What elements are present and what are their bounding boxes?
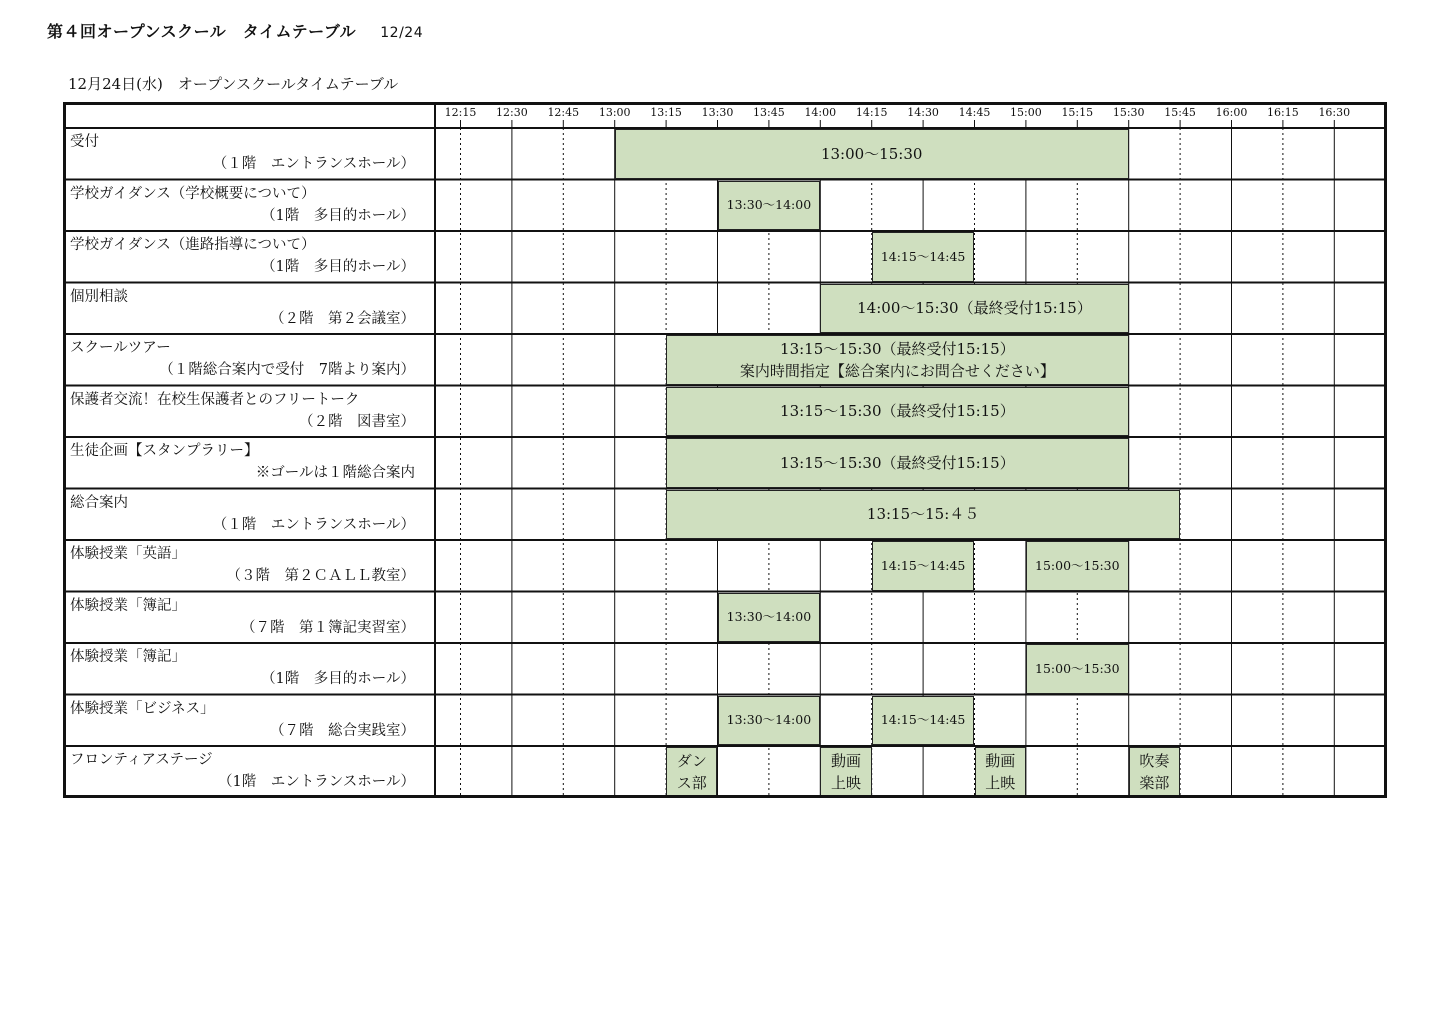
bar-text: 14:15〜14:45 bbox=[880, 248, 966, 264]
schedule-bar bbox=[718, 181, 821, 231]
time-label: 16:30 bbox=[1318, 106, 1351, 119]
bar-text: 13:00〜15:30 bbox=[820, 144, 923, 163]
schedule-bar bbox=[872, 232, 975, 282]
bar-text-line2: ス部 bbox=[676, 773, 707, 792]
row-label-location: （1階 多目的ホール） bbox=[261, 671, 415, 687]
timetable-subtitle: 12月24日(水) オープンスクールタイムテーブル bbox=[68, 75, 399, 93]
time-label: 14:30 bbox=[907, 106, 939, 119]
row-label-title: 体験授業「ビジネス」 bbox=[70, 700, 215, 717]
schedule-bar bbox=[1026, 541, 1129, 591]
time-label: 13:45 bbox=[753, 106, 785, 119]
time-label: 15:15 bbox=[1061, 106, 1094, 119]
schedule-bar bbox=[718, 696, 821, 746]
bar-text: 13:30〜14:00 bbox=[726, 197, 812, 213]
time-label: 14:15 bbox=[855, 106, 888, 119]
schedule-bar bbox=[872, 696, 975, 746]
bar-text: 13:15〜15:30（最終受付15:15） bbox=[780, 402, 1015, 421]
row-label bbox=[70, 646, 430, 690]
row-label-location: （７階 総合実践室） bbox=[270, 722, 415, 739]
stage-slot bbox=[820, 747, 871, 797]
bar-text: 13:15〜15:４５ bbox=[866, 505, 980, 524]
row-label-location: （1階 多目的ホール） bbox=[261, 259, 415, 275]
stage-slot bbox=[1129, 747, 1180, 797]
schedule-bar bbox=[666, 438, 1129, 488]
row-label-location: ※ゴールは１階総合案内 bbox=[255, 465, 415, 481]
bar-text: 13:30〜14:00 bbox=[726, 712, 812, 728]
row-label-location: （1階 エントランスホール） bbox=[218, 774, 415, 790]
bar-text: 14:00〜15:30（最終受付15:15） bbox=[857, 299, 1092, 318]
bar-text: 動画 bbox=[985, 751, 1016, 770]
document-title-bar bbox=[47, 19, 423, 42]
row-label-title: 受付 bbox=[70, 134, 99, 150]
schedule-bar bbox=[1026, 644, 1129, 694]
row-label-title: 個別相談 bbox=[70, 288, 128, 305]
schedule-bar bbox=[872, 541, 975, 591]
row-label-location: （７階 第１簿記実習室） bbox=[241, 619, 415, 636]
row-label bbox=[70, 440, 430, 484]
row-label-title: 学校ガイダンス（進路指導について） bbox=[70, 237, 316, 253]
bar-text: 吹奏 bbox=[1139, 751, 1170, 770]
bar-text: 13:15〜15:30（最終受付15:15） bbox=[780, 453, 1015, 472]
row-label bbox=[70, 234, 430, 278]
bar-text-line2: 上映 bbox=[985, 773, 1016, 792]
document-title: 第４回オープンスクール タイムテーブル bbox=[47, 22, 357, 41]
schedule-bar bbox=[615, 129, 1129, 179]
row-label-location: （1階 多目的ホール） bbox=[261, 207, 415, 224]
bar-text-line2: 楽部 bbox=[1139, 773, 1170, 792]
row-label-title: 保護者交流！在校生保護者とのフリートーク bbox=[70, 391, 360, 408]
row-label bbox=[70, 492, 430, 536]
schedule-bar bbox=[666, 387, 1129, 437]
row-label-title: スクールツアー bbox=[70, 340, 171, 356]
time-label: 14:00 bbox=[804, 106, 837, 119]
time-label: 13:00 bbox=[598, 106, 631, 119]
bar-text: 13:15〜15:30（最終受付15:15） bbox=[780, 339, 1015, 358]
time-label: 16:15 bbox=[1267, 106, 1299, 119]
row-label bbox=[70, 698, 430, 742]
row-label bbox=[70, 543, 430, 587]
row-label-title: 体験授業「簿記」 bbox=[70, 597, 186, 614]
schedule-bar bbox=[718, 593, 821, 643]
row-label-title: 生徒企画【スタンプラリー】 bbox=[70, 443, 259, 459]
bar-text-line2: 上映 bbox=[830, 773, 861, 792]
time-label: 15:00 bbox=[1010, 106, 1042, 119]
row-label-title: 体験授業「簿記」 bbox=[70, 649, 186, 665]
time-label: 13:30 bbox=[701, 106, 734, 119]
row-label-location: （１階総合案内で受付 7階より案内） bbox=[159, 362, 415, 378]
row-label bbox=[70, 131, 430, 175]
time-label: 14:45 bbox=[958, 106, 991, 119]
row-label bbox=[70, 749, 430, 793]
row-label-title: 総合案内 bbox=[70, 494, 128, 511]
row-label-title: 体験授業「英語」 bbox=[70, 546, 186, 562]
bar-text-line2: 案内時間指定【総合案内にお問合せください】 bbox=[739, 361, 1055, 380]
time-label: 15:30 bbox=[1112, 106, 1145, 119]
schedule-bar bbox=[666, 335, 1129, 385]
time-label: 12:15 bbox=[444, 106, 477, 119]
row-label-location: （２階 図書室） bbox=[299, 413, 415, 430]
bar-text: ダン bbox=[676, 751, 707, 770]
row-label-location: （１階 エントランスホール） bbox=[212, 516, 415, 533]
row-label bbox=[70, 286, 430, 330]
schedule-bar bbox=[666, 490, 1180, 540]
bar-text: 15:00〜15:30 bbox=[1035, 557, 1120, 573]
row-label-location: （３階 第２ＣＡＬＬ教室） bbox=[226, 568, 415, 584]
row-label-location: （２階 第２会議室） bbox=[270, 310, 415, 327]
time-label: 13:15 bbox=[650, 106, 682, 119]
document-date: 12/24 bbox=[380, 25, 424, 41]
time-label: 15:45 bbox=[1164, 106, 1196, 119]
row-label-title: フロンティアステージ bbox=[70, 752, 213, 768]
time-label: 12:45 bbox=[547, 106, 580, 119]
stage-slot bbox=[666, 747, 717, 797]
row-label bbox=[70, 595, 430, 639]
row-label bbox=[70, 389, 430, 433]
time-label: 12:30 bbox=[496, 106, 528, 119]
bar-text: 13:30〜14:00 bbox=[726, 609, 812, 625]
bar-text: 15:00〜15:30 bbox=[1035, 660, 1120, 676]
bar-text: 14:15〜14:45 bbox=[880, 712, 966, 728]
bar-text: 動画 bbox=[830, 751, 861, 770]
row-label bbox=[70, 337, 430, 381]
row-label bbox=[70, 183, 430, 227]
time-label: 16:00 bbox=[1215, 106, 1248, 119]
schedule-bar bbox=[820, 284, 1128, 334]
row-label-title: 学校ガイダンス（学校概要について） bbox=[70, 185, 316, 202]
row-label-location: （１階 エントランスホール） bbox=[212, 156, 415, 172]
bar-text: 14:15〜14:45 bbox=[880, 557, 966, 573]
stage-slot bbox=[975, 747, 1026, 797]
